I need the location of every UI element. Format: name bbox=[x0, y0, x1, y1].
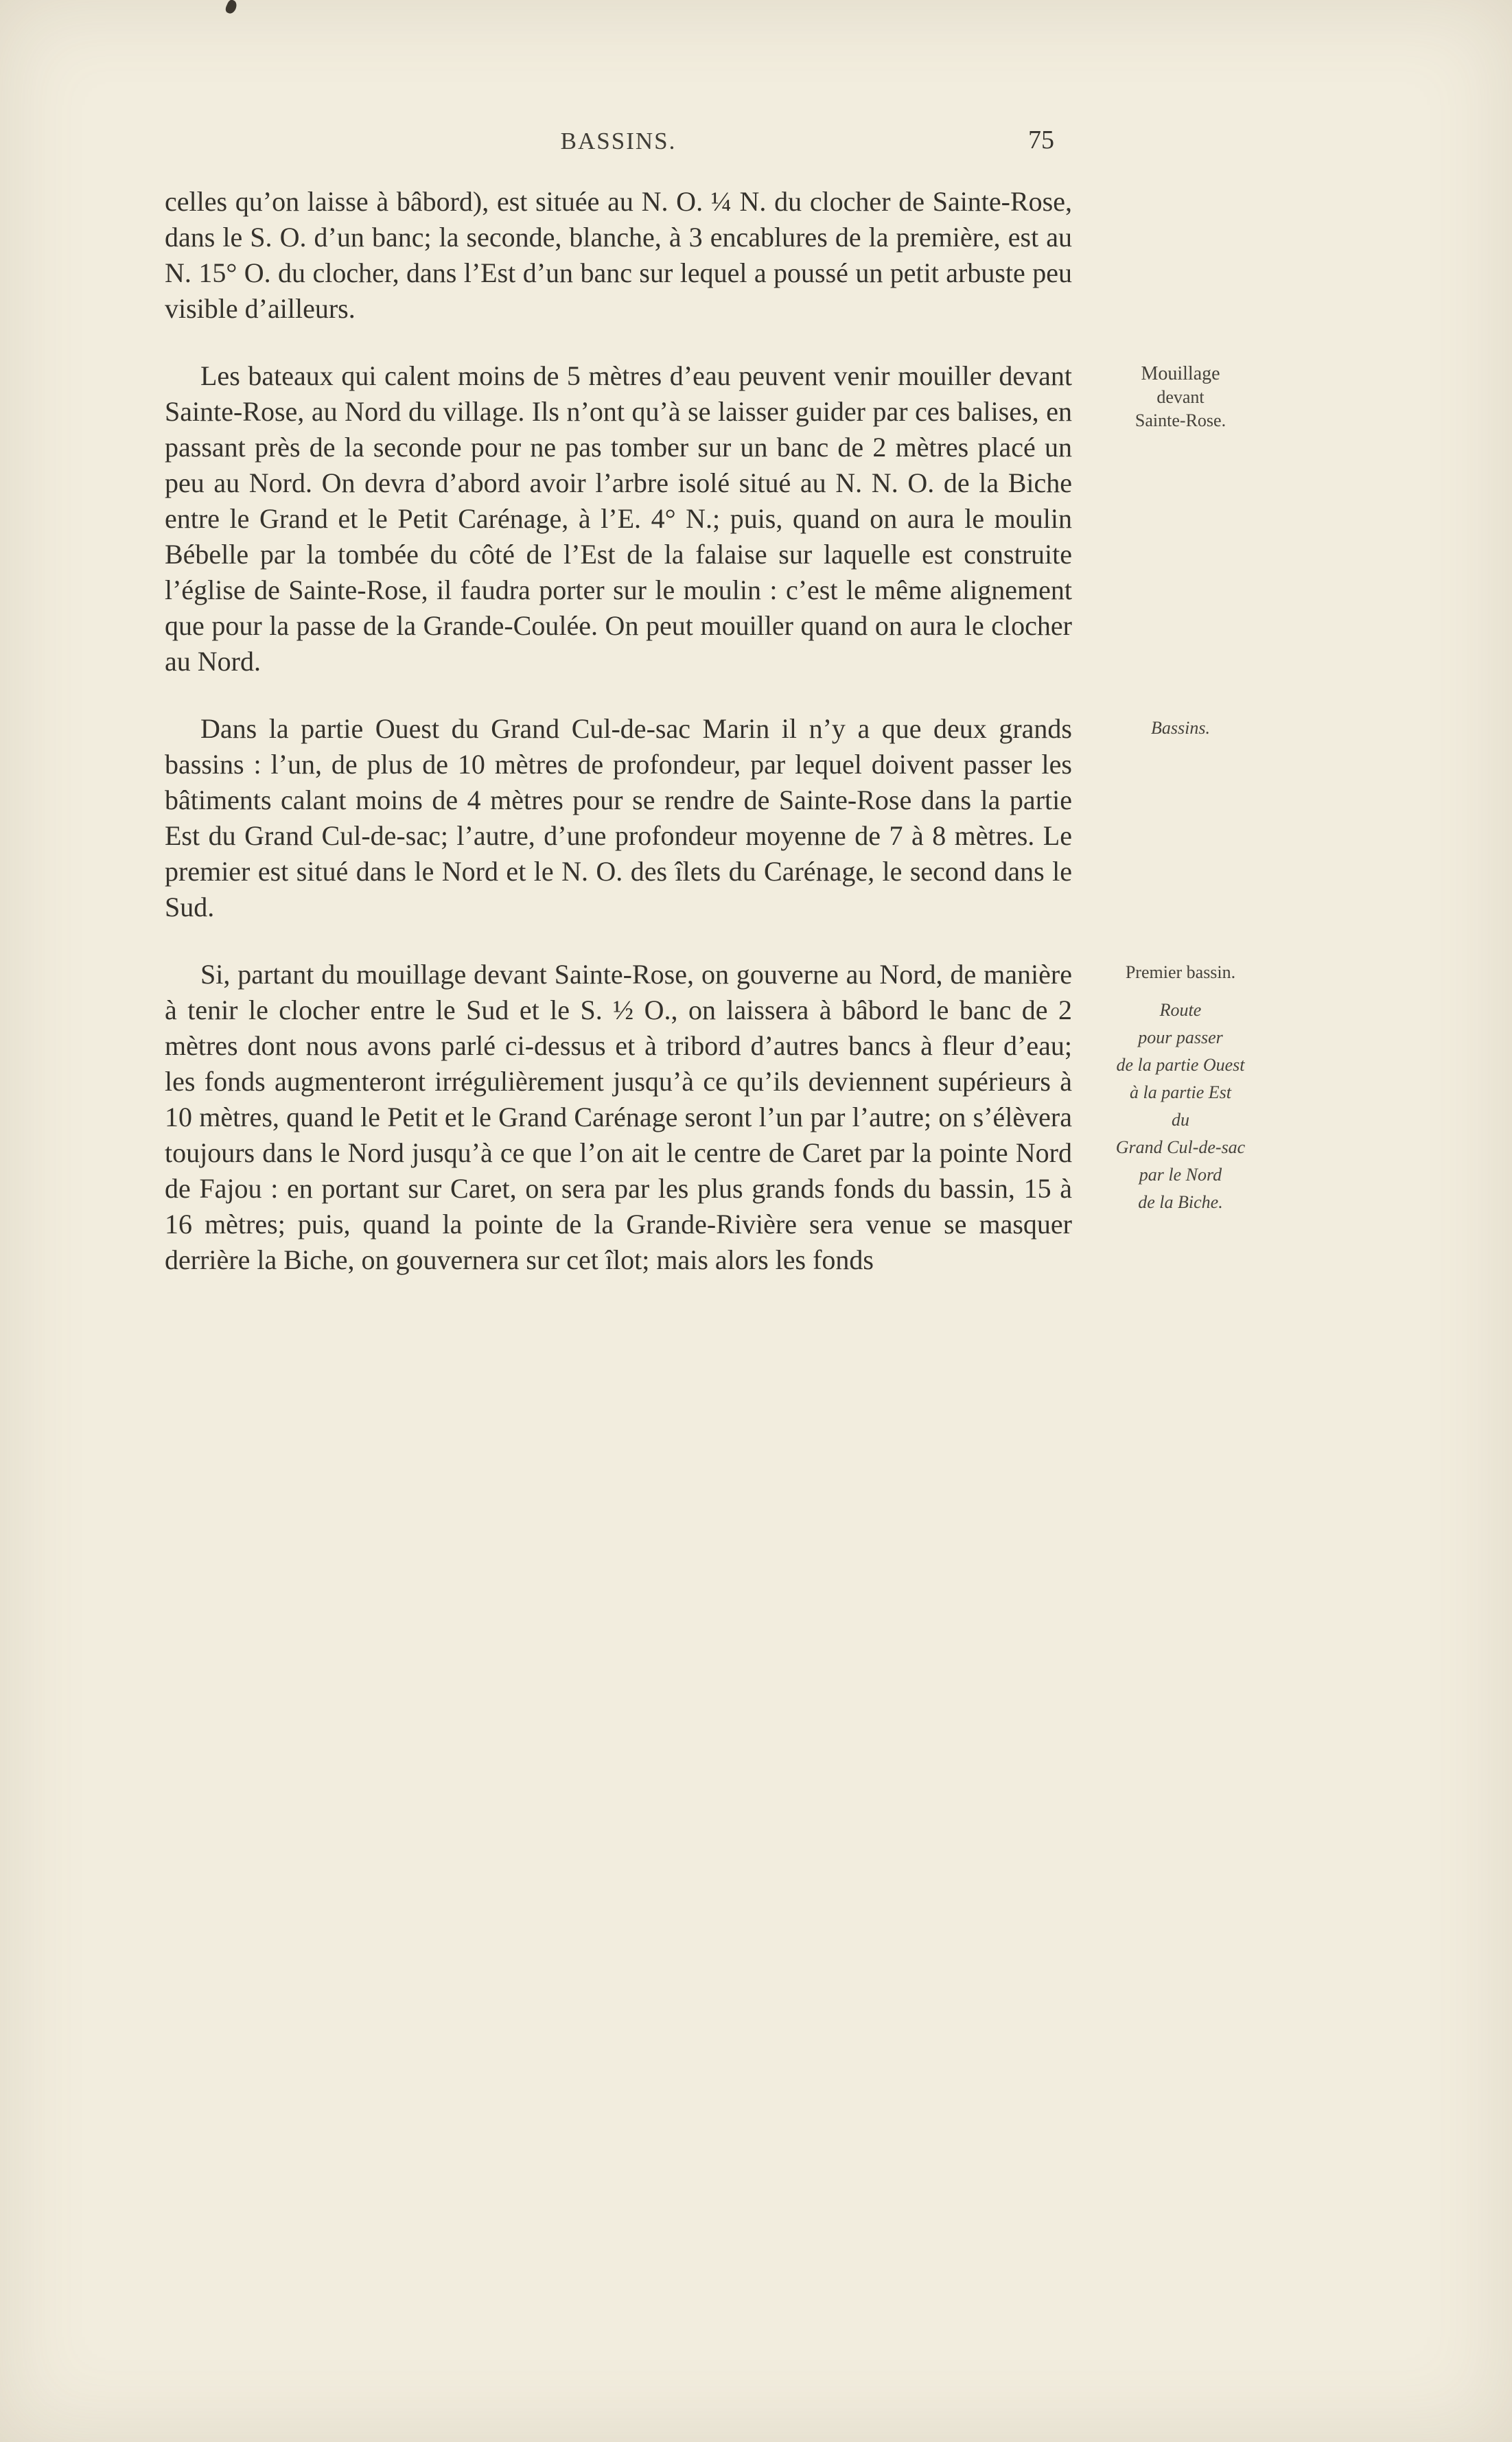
margin-note-premier-bassin bbox=[1093, 961, 1268, 984]
margin-note-line: du bbox=[1172, 1110, 1189, 1130]
page-title: BASSINS. bbox=[560, 128, 677, 154]
page-number: 75 bbox=[1028, 126, 1054, 154]
margin-note-line: de la partie Ouest bbox=[1116, 1055, 1245, 1075]
paragraph: Les bateaux qui calent moins de 5 mètres d’eau peuvent venir mouiller devant Sainte-Rose, au Nord du village. Ils n’ont qu’à se laisser guider par ces balises, en passant près de la seconde pour ne pas tomber sur un banc de 2 mètres placé un peu au Nord. On devra d’abord avoir l’arbre isolé situé au N. N. O. de la Biche entre le Grand et le Petit Carénage, à l’E. 4° N.; puis, quand on aura le moulin Bébelle par la tombée du côté de l’Est de la falaise sur laquelle est construite l’église de Sainte-Rose, il faudra porter sur le moulin : c’est le même alignement que pour la passe de la Grande-Coulée. On peut mouiller quand on aura le clocher au Nord. bbox=[165, 360, 1072, 677]
paragraph: Si, partant du mouillage devant Sainte-Rose, on gouverne au Nord, de manière à tenir le clocher entre le Sud et le S. ½ O., on laissera à bâbord le banc de 2 mètres dont nous avons parlé ci-dessus et à tribord d’autres bancs à fleur d’eau; les fonds augmenteront irrégulièrement jusqu’à ce qu’ils deviennent supérieurs à 10 mètres, quand le Petit et le Grand Carénage seront l’un par l’autre; on s’élèvera toujours dans le Nord jusqu’à ce que l’on ait le centre de Caret par la pointe Nord de Fajou : en portant sur Caret, on sera par les plus grands fonds du bassin, 15 à 16 mètres; puis, quand la pointe de la Grande-Rivière sera venue se masquer derrière la Biche, on gouvernera sur cet îlot; mais alors les fonds bbox=[165, 959, 1072, 1275]
paragraph-block-3 bbox=[165, 711, 1210, 925]
paragraph-block-2 bbox=[165, 358, 1226, 679]
margin-note-line: par le Nord bbox=[1139, 1165, 1222, 1185]
margin-note-line: à la partie Est bbox=[1129, 1082, 1232, 1102]
margin-note-line: devant bbox=[1156, 387, 1205, 407]
margin-note-line: Premier bassin. bbox=[1125, 962, 1236, 982]
margin-note-route bbox=[1093, 997, 1268, 1216]
margin-note-bassins bbox=[1093, 717, 1268, 740]
paragraph-block-4 bbox=[165, 957, 1246, 1278]
margin-note-line: de la Biche. bbox=[1138, 1192, 1223, 1212]
text-column bbox=[165, 184, 1246, 1310]
paragraph-block-1 bbox=[165, 184, 1072, 327]
margin-note-mouillage bbox=[1093, 362, 1268, 432]
scan-speck bbox=[224, 0, 239, 15]
margin-note-line: pour passer bbox=[1138, 1027, 1223, 1047]
paragraph: Dans la partie Ouest du Grand Cul-de-sac Marin il n’y a que deux grands bassins : l’un, de plus de 10 mètres de profondeur, par lequel doivent passer les bâtiments calant moins de 4 mètres pour se rendre de Sainte-Rose dans la partie Est du Grand Cul-de-sac; l’autre, d’une profondeur moyenne de 7 à 8 mètres. Le premier est situé dans le Nord et le N. O. des îlets du Carénage, le second dans le Sud. bbox=[165, 713, 1072, 922]
margin-note-line: Bassins. bbox=[1151, 718, 1210, 738]
paragraph: celles qu’on laisse à bâbord), est située au N. O. ¼ N. du clocher de Sainte-Rose, dans le S. O. d’un banc; la seconde, blanche, à 3 encablures de la première, est au N. 15° O. du clocher, dans l’Est d’un banc sur lequel a poussé un petit arbuste peu visible d’ailleurs. bbox=[165, 186, 1072, 324]
margin-note-line: Sainte-Rose. bbox=[1135, 410, 1226, 430]
margin-note-line: Grand Cul-de-sac bbox=[1115, 1137, 1246, 1157]
margin-note-line: Mouillage bbox=[1141, 363, 1220, 384]
margin-note-line: Route bbox=[1159, 1000, 1202, 1020]
running-head bbox=[165, 128, 1072, 162]
